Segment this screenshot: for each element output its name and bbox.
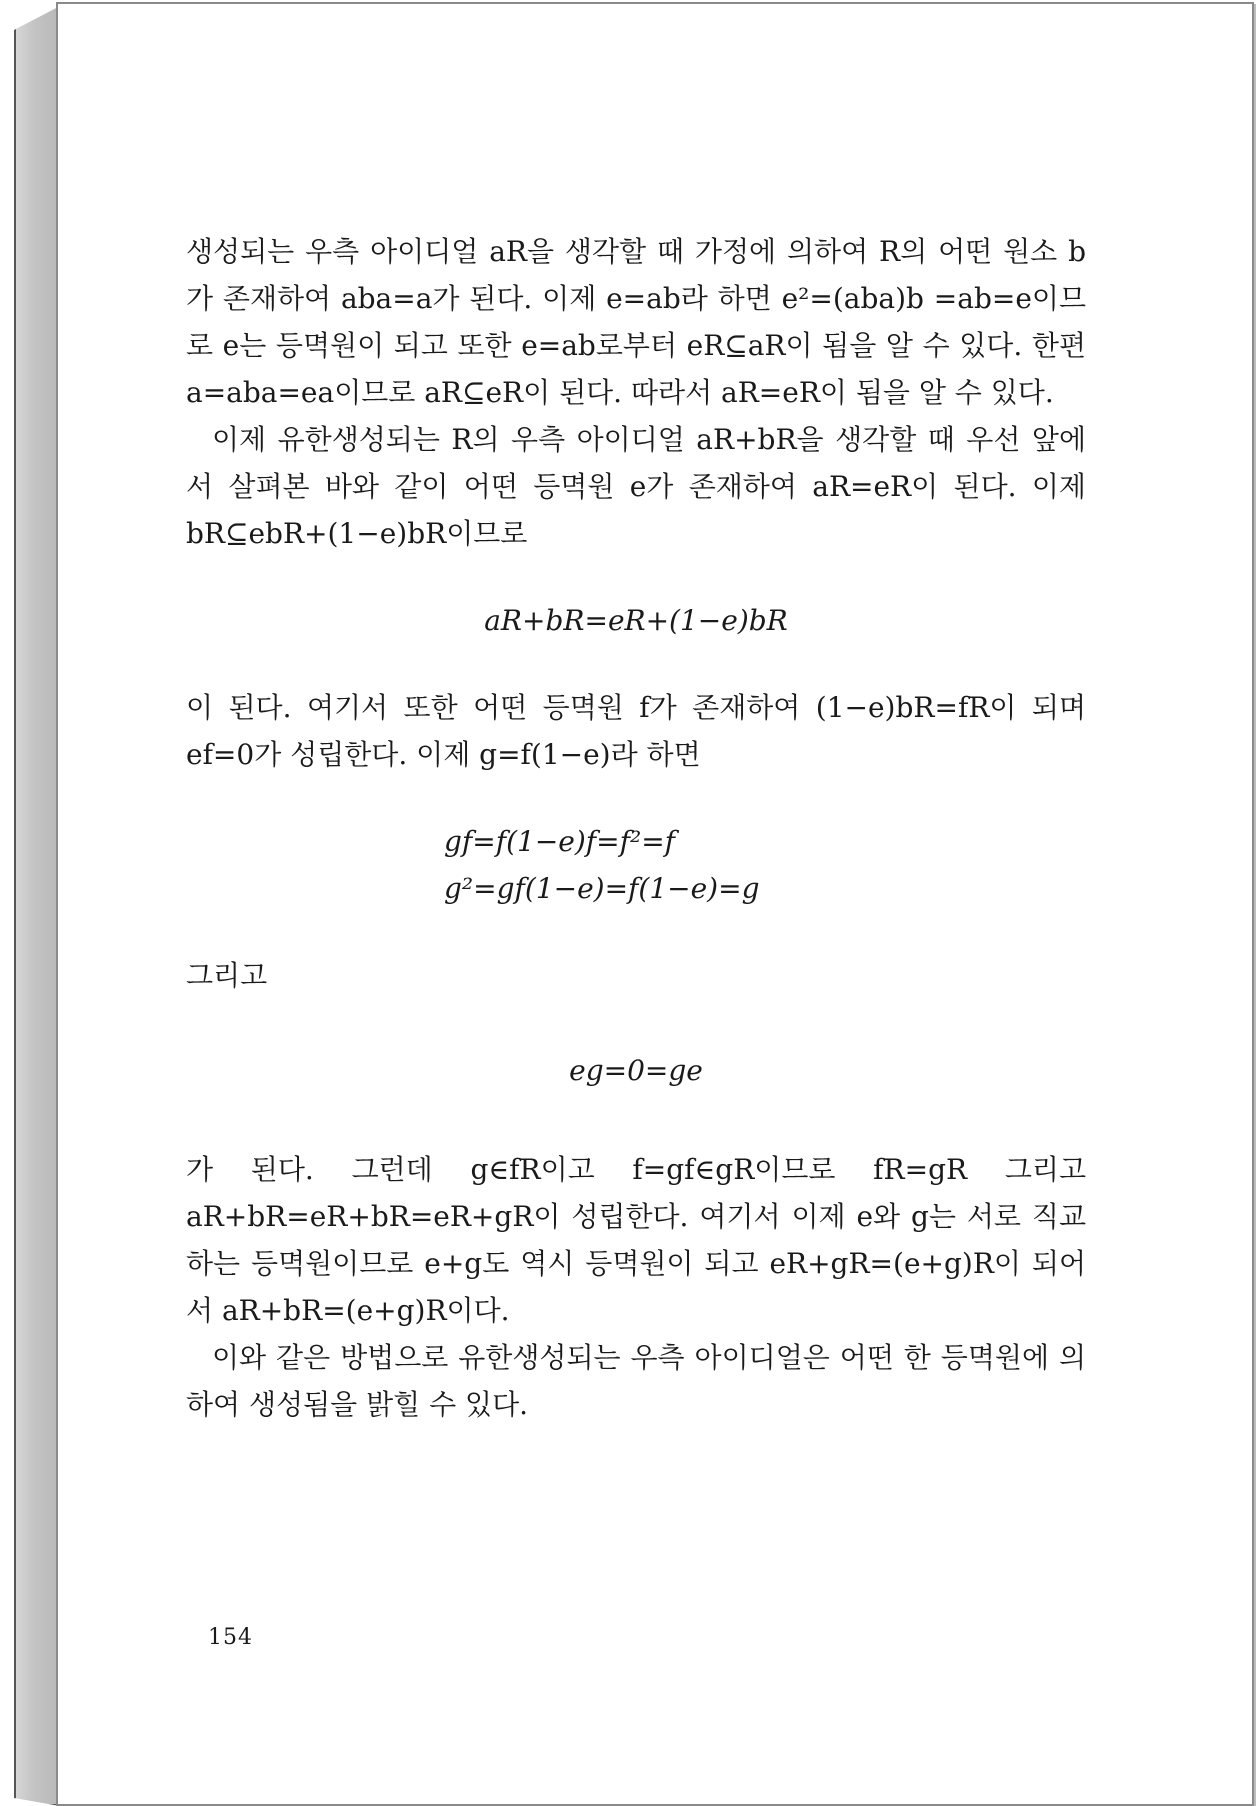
equation-2-block: [186, 818, 1086, 912]
paragraph-2: 이제 유한생성되는 R의 우측 아이디얼 aR+bR을 생각할 때 우선 앞에서 살펴본 바와 같이 어떤 등멱원 e가 존재하여 aR=eR이 된다. 이제 bR⊆ebR+(1−e)bR이므로: [186, 423, 1086, 550]
page-content: [186, 228, 1086, 1428]
book-spine: [14, 6, 60, 1806]
equation-2-line-2: g²=gf(1−e)=f(1−e)=g: [444, 872, 760, 905]
paragraph-1: 생성되는 우측 아이디얼 aR을 생각할 때 가정에 의하여 R의 어떤 원소 b가 존재하여 aba=a가 된다. 이제 e=ab라 하면 e²=(aba)b =ab=e이므로 e는 등멱원이 되고 또한 e=ab로부터 eR⊆aR이 됨을 알 수 있다. 한편 a=aba=ea이므로 aR⊆eR이 된다. 따라서 aR=eR이 됨을 알 수 있다.: [186, 235, 1086, 409]
equation-2-line-1: gf=f(1−e)f=f²=f: [444, 825, 676, 858]
equation-3: eg=0=ge: [569, 1054, 703, 1087]
paragraph-4: 그리고: [186, 959, 268, 992]
equation-1: aR+bR=eR+(1−e)bR: [484, 604, 788, 637]
paragraph-6: 이와 같은 방법으로 유한생성되는 우측 아이디얼은 어떤 한 등멱원에 의하여 생성됨을 밝힐 수 있다.: [186, 1341, 1086, 1421]
paragraph-5: 가 된다. 그런데 g∈fR이고 f=gf∈gR이므로 fR=gR 그리고 aR+bR=eR+bR=eR+gR이 성립한다. 여기서 이제 e와 g는 서로 직교하는 등멱원이므로 e+g도 역시 등멱원이 되고 eR+gR=(e+g)R이 되어서 aR+bR=(e+g)R이다.: [186, 1153, 1086, 1327]
page-number: 154: [208, 1625, 253, 1650]
paragraph-3: 이 된다. 여기서 또한 어떤 등멱원 f가 존재하여 (1−e)bR=fR이 되며 ef=0가 성립한다. 이제 g=f(1−e)라 하면: [186, 691, 1086, 771]
